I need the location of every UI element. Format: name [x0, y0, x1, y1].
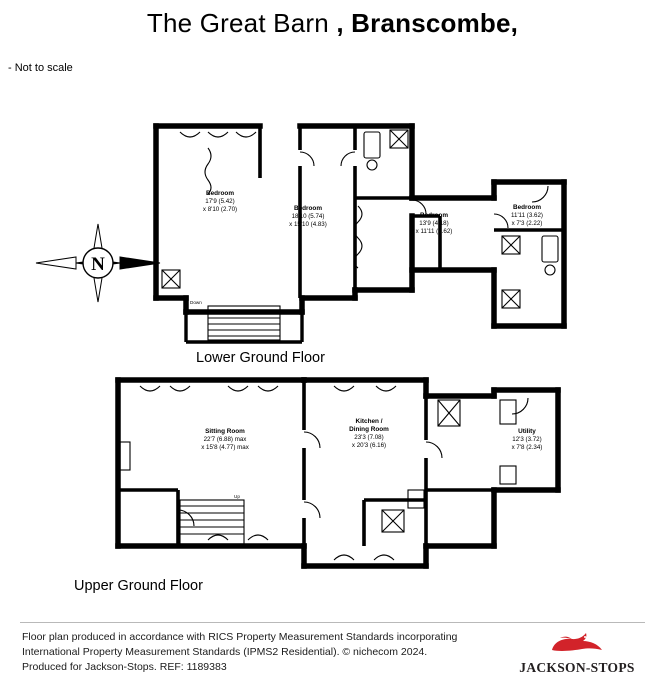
page-title	[0, 8, 665, 39]
not-to-scale-note: - Not to scale	[8, 62, 73, 74]
compass	[32, 222, 164, 304]
lower-ground-floor-plan	[150, 120, 570, 345]
upper-ground-floor-plan	[108, 370, 568, 570]
brand-name: JACKSON-STOPS	[519, 660, 635, 675]
stairs-up-label: Up	[234, 494, 240, 499]
room-sitting-room: Sitting Room 22'7 (6.88) max x 15'8 (4.77) max	[201, 428, 249, 451]
footer-divider	[20, 622, 645, 623]
room-bedroom-4: Bedroom 11'11 (3.62) x 7'3 (2.22)	[511, 204, 543, 227]
upper-ground-floor-label: Upper Ground Floor	[74, 578, 203, 594]
jackson-stops-fox-logo	[507, 628, 647, 658]
room-bedroom-2: Bedroom 18'10 (5.74) x 15'10 (4.83)	[289, 205, 327, 228]
footer-line-3: Produced for Jackson-Stops. REF: 1189383	[22, 661, 227, 674]
footer-line-2: International Property Measurement Standards (IPMS2 Residential). © nichecom 2024.	[22, 646, 428, 659]
compass-label: N	[91, 254, 105, 275]
room-bedroom-1: Bedroom 17'9 (5.42) x 8'10 (2.70)	[202, 190, 238, 213]
page-title-plain: The Great Barn	[146, 8, 337, 38]
stairs-down-label: Down	[190, 300, 202, 305]
footer-disclaimer	[22, 630, 502, 676]
lower-ground-floor-label: Lower Ground Floor	[196, 350, 325, 366]
room-bedroom-3: Bedroom 13'9 (4.18) x 11'11 (3.62)	[415, 212, 453, 235]
brand-block	[507, 628, 647, 676]
page-title-bold: , Branscombe,	[336, 8, 519, 38]
footer-line-1: Floor plan produced in accordance with RICS Property Measurement Standards incorporating	[22, 631, 458, 643]
room-utility: Utility 12'3 (3.72) x 7'8 (2.34)	[511, 428, 543, 451]
room-kitchen-dining: Kitchen / Dining Room 23'3 (7.08) x 20'3 (6.16)	[349, 418, 389, 449]
